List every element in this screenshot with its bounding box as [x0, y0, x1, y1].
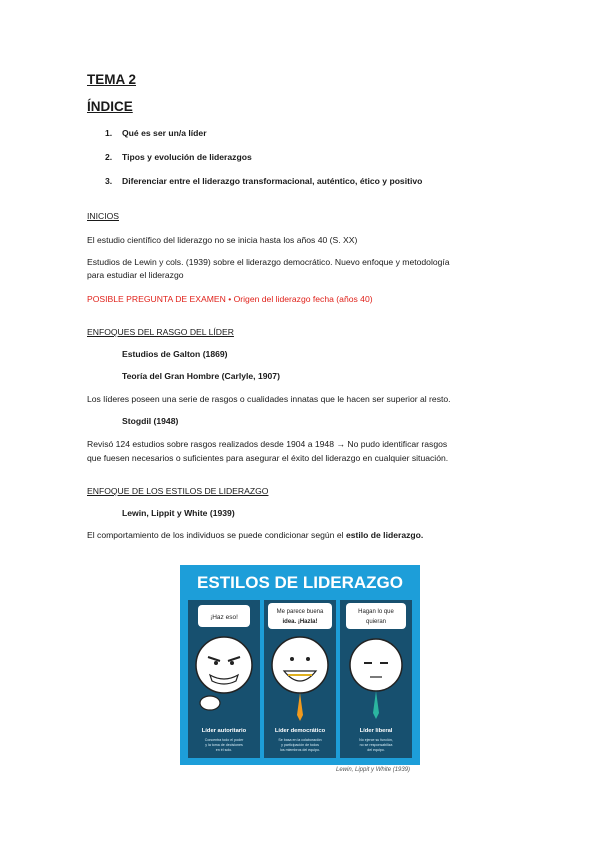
index-num-3: 3.: [105, 176, 113, 186]
desc-3-line1: No ejerce su función,: [359, 738, 393, 742]
rasgo-study-2: Teoría del Gran Hombre (Carlyle, 1907): [122, 371, 280, 381]
inicios-p2-line2: para estudiar el liderazgo: [87, 270, 184, 280]
bubble-2-line2: idea. ¡Hazla!: [282, 619, 318, 625]
desc-2-line3: los miembros del equipo.: [280, 748, 320, 752]
index-num-2: 2.: [105, 152, 113, 162]
desc-1-line2: y la toma de decisiones: [205, 743, 243, 747]
label-1: Líder autoritario: [201, 728, 247, 734]
rasgo-p2-line1: Revisó 124 estudios sobre rasgos realizados desde 1904 a 1948 → No pudo identificar rasgos: [87, 439, 448, 449]
rasgo-heading: ENFOQUES DEL RASGO DEL LÍDER: [87, 327, 234, 337]
inicios-heading: INICIOS: [87, 211, 119, 221]
panel-democratic: [264, 600, 336, 758]
inicios-p2-line1: Estudios de Lewin y cols. (1939) sobre el liderazgo democrático. Nuevo enfoque y metodología: [87, 257, 450, 267]
label-2: Líder democrático: [274, 728, 326, 734]
bubble-2-line1: Me parece buena: [276, 609, 324, 615]
index-heading: ÍNDICE: [87, 99, 133, 114]
exam-note: POSIBLE PREGUNTA DE EXAMEN • Origen del liderazgo fecha (años 40): [87, 294, 373, 304]
desc-2-line1: Se basa en la colaboración: [278, 738, 322, 742]
index-num-1: 1.: [105, 128, 113, 138]
label-3: Líder liberal: [359, 728, 393, 734]
estilos-p1-start: El comportamiento de los individuos se puede condicionar según el: [87, 530, 346, 540]
bubble-3-line1: Hagan lo que: [358, 609, 394, 615]
infographic-title: ESTILOS DE LIDERAZGO: [197, 573, 403, 592]
panel-liberal: [340, 600, 412, 758]
estilos-p1-bold: estilo de liderazgo.: [345, 530, 424, 540]
desc-1-line1: Concentra todo el poder: [204, 738, 244, 742]
estilos-p1: [87, 530, 423, 540]
index-item-1: Qué es ser un/a líder: [122, 128, 207, 138]
inicios-p1: El estudio científico del liderazgo no se inicia hasta los años 40 (S. XX): [87, 235, 358, 245]
estilos-heading: ENFOQUE DE LOS ESTILOS DE LIDERAZGO: [87, 486, 269, 496]
rasgo-study-1: Estudios de Galton (1869): [122, 349, 228, 359]
desc-2-line2: y participación de todos: [281, 743, 319, 747]
doc-title: TEMA 2: [87, 72, 137, 87]
image-caption: Lewin, Lippit y White (1939): [336, 767, 411, 773]
bubble-3-line2: quieran: [365, 619, 387, 625]
rasgo-study-3: Stogdil (1948): [122, 416, 179, 426]
rasgo-p1: Los líderes poseen una serie de rasgos o cualidades innatas que le hacen ser superior al resto.: [87, 394, 451, 404]
leadership-styles-infographic: [180, 565, 420, 765]
desc-1-line3: en él solo.: [215, 748, 233, 752]
rasgo-p2-line2: que fuesen necesarios o suficientes para asegurar el éxito del liderazgo en cualquier situación.: [87, 453, 449, 463]
estilos-study: Lewin, Lippit y White (1939): [122, 508, 235, 518]
index-item-3: Diferenciar entre el liderazgo transformacional, auténtico, ético y positivo: [122, 176, 423, 186]
panel-authoritarian: [188, 600, 260, 758]
index-item-2: Tipos y evolución de liderazgos: [122, 152, 252, 162]
bubble-1: ¡Haz eso!: [210, 614, 238, 621]
desc-3-line3: del equipo.: [367, 748, 385, 752]
desc-3-line2: no se responsabiliza: [359, 743, 393, 747]
